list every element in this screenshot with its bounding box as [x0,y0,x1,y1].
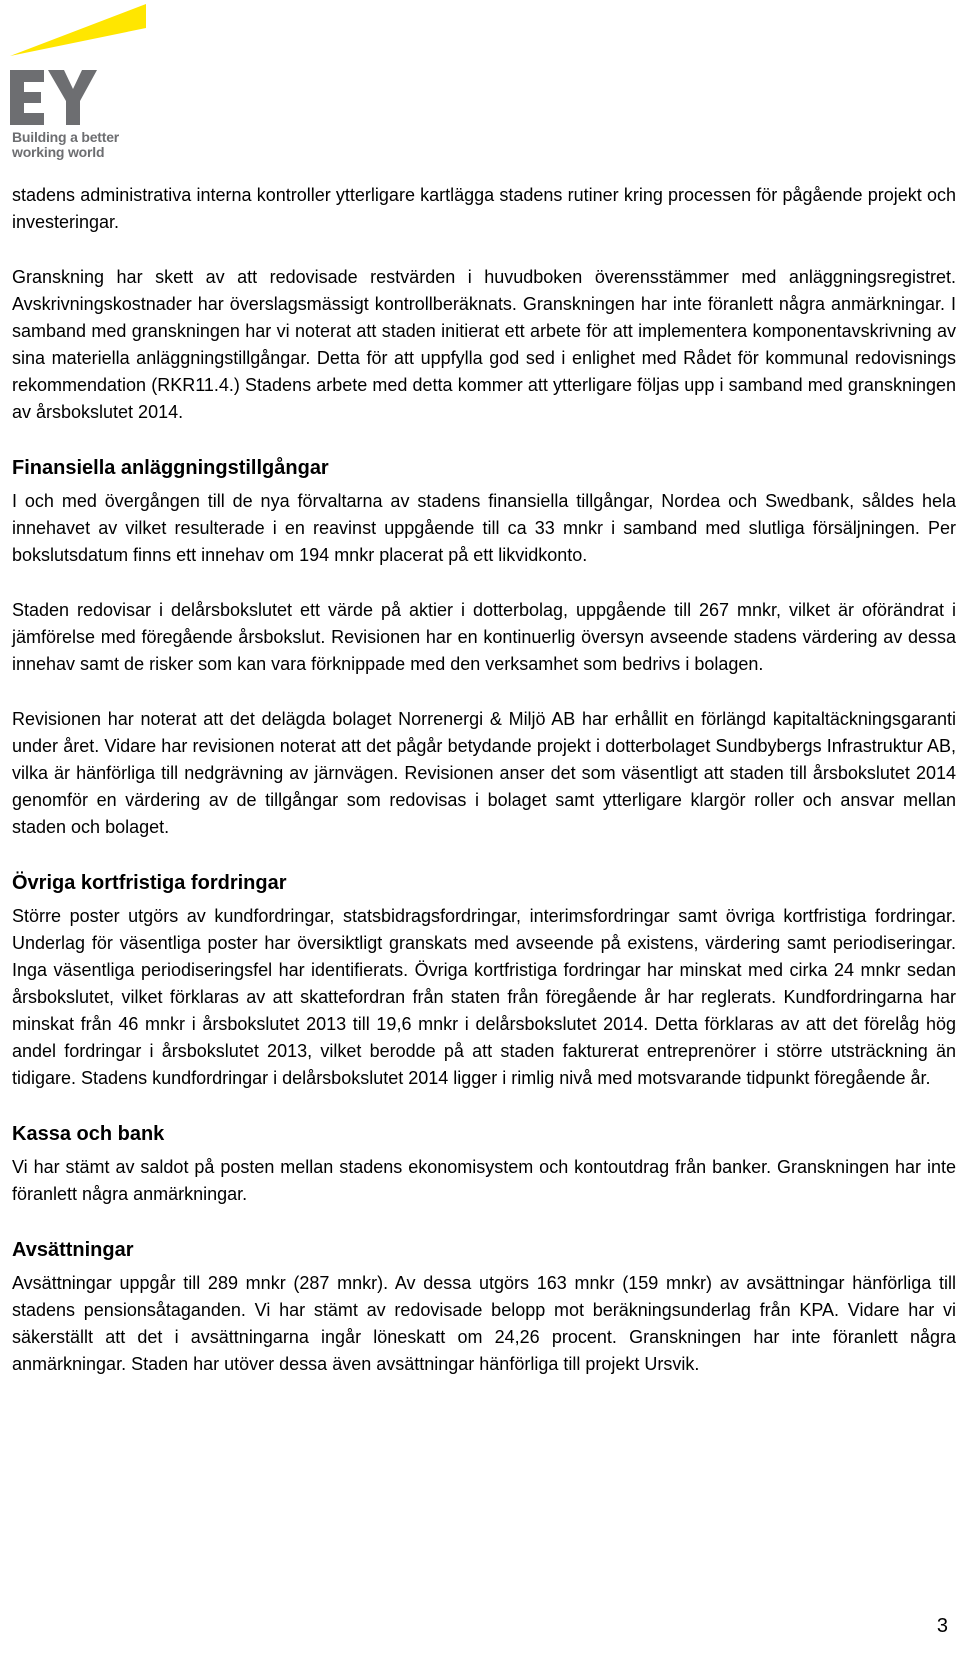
heading-ovriga-kortfristiga-fordringar: Övriga kortfristiga fordringar [12,872,287,894]
heading-kassa-och-bank: Kassa och bank [12,1123,165,1145]
ey-logo [10,4,155,169]
paragraph-ovriga-1: Större poster utgörs av kundfordringar, statsbidragsfordringar, interimsfordringar samt övriga kortfristiga fordringar. Underlag för väsentliga poster har översiktligt granskats med avseende på existens, värdering samt periodiseringar. Inga väsentliga periodiseringsfel har identifierats. Övriga kortfristiga fordringar har minskat med cirka 24 mnkr sedan årsbokslutet, vilket förklaras av att skattefordran från staten från föregående år har reglerats. Kundfordringarna har minskat från 46 mnkr i årsbokslutet 2013 till 19,6 mnkr i delårsbokslutet 2014. Detta förklaras av att det förelåg hög andel fordringar i årsbokslutet 2013, vilket berodde på att staden fakturerat entreprenörer i större utsträckning än tidigare. Stadens kundfordringar i delårsbokslutet 2014 ligger i rimlig nivå med motsvarande tidpunkt föregående år. [12,906,956,1088]
ey-logo-yellow-beam [10,4,146,56]
page-number: 3 [936,1615,948,1637]
paragraph-anlaggningsregister: Granskning har skett av att redovisade restvärden i huvudboken överensstämmer med anläggningsregistret. Avskrivningskostnader har överslagsmässigt kontrollberäknats. Granskningen har inte föranlett några anmärkningar. I samband med granskningen har vi noterat att staden initierat ett arbete för att implementera komponentavskrivning av sina materiella anläggningstillgångar. Detta för att uppfylla god sed i enlighet med Rådet för kommunal redovisnings rekommendation (RKR11.4.) Stadens arbete med detta kommer att ytterligare följas upp i samband med granskningen av årsbokslutet 2014. [12,267,956,422]
document-body [12,182,956,1406]
paragraph-avsattningar-1: Avsättningar uppgår till 289 mnkr (287 mnkr). Av dessa utgörs 163 mnkr (159 mnkr) av avsättningar hänförliga till stadens pensionsåtaganden. Vi har stämt av redovisade belopp mot beräkningsunderlag från KPA. Vidare har vi säkerställt att det i avsättningarna ingår löneskatt om 24,26 procent. Granskningen har inte föranlett några anmärkningar. Staden har utöver dessa även avsättningar hänförliga till projekt Ursvik. [12,1273,956,1374]
paragraph-finansiella-3: Revisionen har noterat att det delägda bolaget Norrenergi & Miljö AB har erhållit en förlängd kapitaltäckningsgaranti under året. Vidare har revisionen noterat att det pågår betydande projekt i dotterbolaget Sundbybergs Infrastruktur AB, vilka är hänförliga till nedgrävning av järnvägen. Revisionen anser det som väsentligt att staden till årsbokslutet 2014 genomför en värdering av de tillgångar som redovisas i bolaget samt ytterligare klargör roller och ansvar mellan staden och bolaget. [12,709,956,837]
ey-logo-letters [10,70,97,125]
tagline-line-2: working world [12,144,105,160]
paragraph-investeringar: stadens administrativa interna kontroller ytterligare kartlägga stadens rutiner kring processen för pågående projekt och investeringar. [12,185,956,232]
tagline-line-1: Building a better [12,129,120,145]
heading-avsattningar: Avsättningar [12,1239,134,1261]
heading-finansiella-anlaggningstillgangar: Finansiella anläggningstillgångar [12,457,329,479]
paragraph-finansiella-2: Staden redovisar i delårsbokslutet ett värde på aktier i dotterbolag, uppgående till 267 mnkr, vilket är oförändrat i jämförelse med föregående årsbokslut. Revisionen har en kontinuerlig översyn avseende stadens värdering av dessa innehav samt de risker som kan vara förknippade med den verksamhet som bedrivs i bolagen. [12,600,956,674]
ey-tagline [12,130,119,160]
ey-logo-mark [10,4,155,129]
paragraph-kassa-1: Vi har stämt av saldot på posten mellan stadens ekonomisystem och kontoutdrag från banker. Granskningen har inte föranlett några anmärkningar. [12,1157,956,1204]
paragraph-finansiella-1: I och med övergången till de nya förvaltarna av stadens finansiella tillgångar, Nordea och Swedbank, såldes hela innehavet av vilket resulterade i en reavinst uppgående till ca 33 mnkr i samband med slutliga försäljningen. Per bokslutsdatum finns ett innehav om 194 mnkr placerat på ett likvidkonto. [12,491,956,565]
